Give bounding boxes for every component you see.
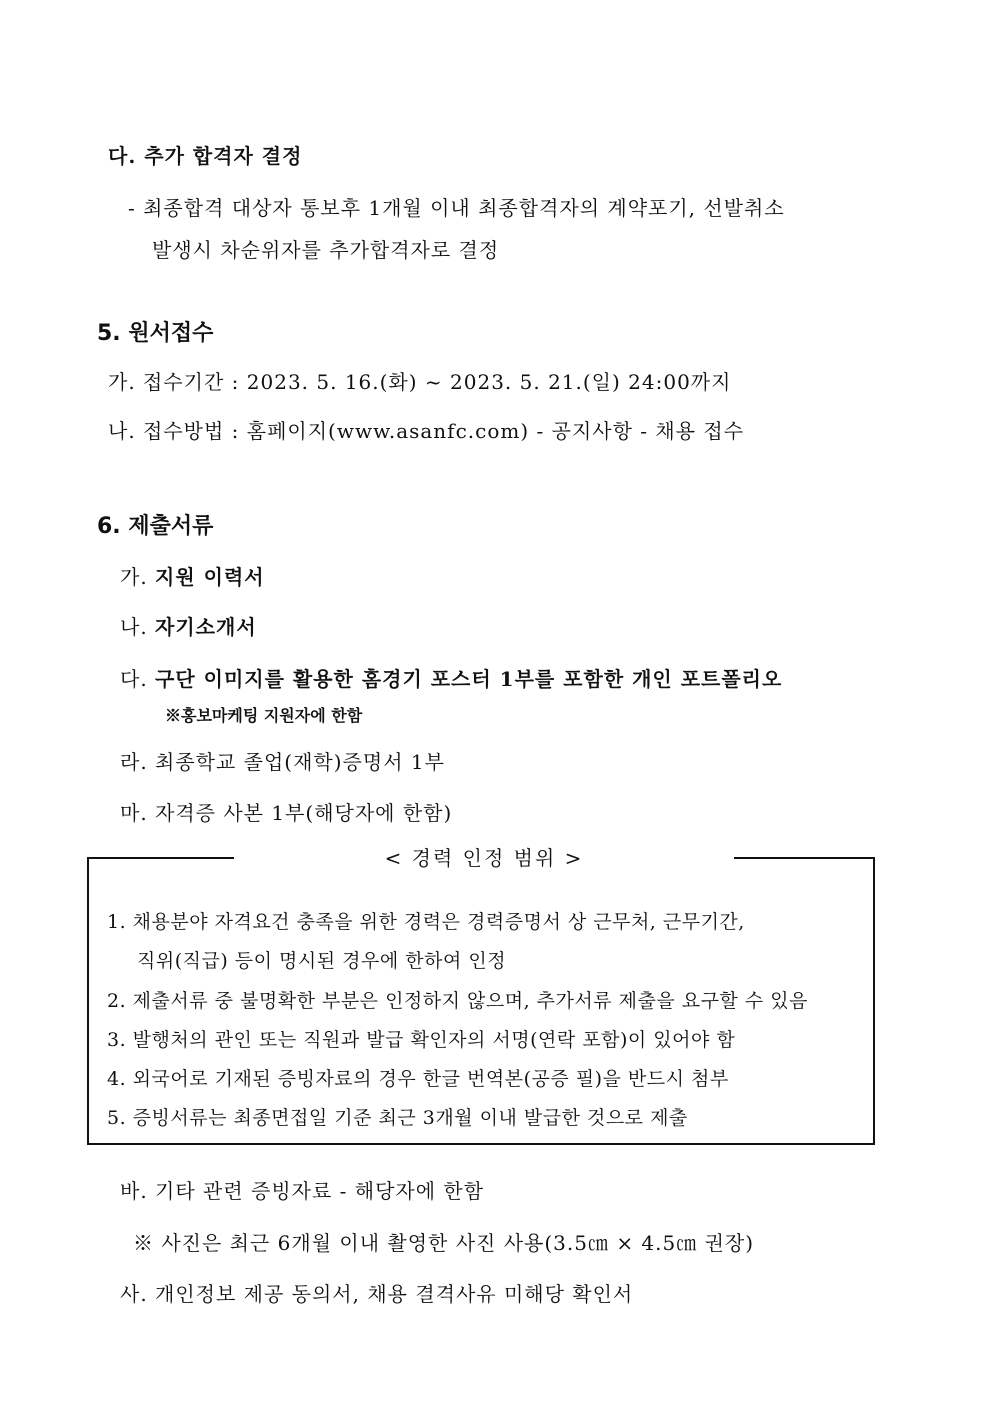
career-recognition-box [87, 846, 875, 1145]
section5-heading: 5. 원서접수 [97, 321, 214, 346]
section-d-line1: - 최종합격 대상자 통보후 1개월 이내 최종합격자의 계약포기, 선발취소 [128, 196, 785, 220]
box-item-5: 5. 증빙서류는 최종면접일 기준 최근 3개월 이내 발급한 것으로 제출 [107, 1107, 688, 1129]
item-text: 구단 이미지를 활용한 홈경기 포스터 1부를 포함한 개인 포트폴리오 [155, 667, 783, 691]
section5-item-b: 나. 접수방법 : 홈페이지(www.asanfc.com) - 공지사항 - 채용 접수 [108, 419, 745, 443]
box-title: < 경력 인정 범위 > [234, 843, 734, 873]
section5-item-a: 가. 접수기간 : 2023. 5. 16.(화) ~ 2023. 5. 21.(일) 24:00까지 [108, 370, 732, 394]
section6-item-a [120, 561, 265, 590]
item-text: 자기소개서 [155, 615, 257, 639]
section6-item-e: 마. 자격증 사본 1부(해당자에 한함) [120, 801, 453, 825]
section6-item-c-note: ※홍보마케팅 지원자에 한함 [165, 706, 363, 725]
section-d-heading: 다. 추가 합격자 결정 [108, 144, 303, 168]
item-prefix: 나. [120, 615, 148, 639]
photo-note: ※ 사진은 최근 6개월 이내 촬영한 사진 사용(3.5㎝ × 4.5㎝ 권장) [133, 1231, 755, 1255]
item-prefix: 다. [120, 667, 148, 691]
box-item-1-line2: 직위(직급) 등이 명시된 경우에 한하여 인정 [137, 950, 507, 972]
section6-heading: 6. 제출서류 [97, 514, 214, 539]
section6-item-f: 바. 기타 관련 증빙자료 - 해당자에 한함 [120, 1179, 485, 1203]
section6-item-b [120, 611, 257, 640]
item-prefix: 가. [120, 565, 148, 589]
section6-item-c [120, 663, 782, 692]
box-item-4: 4. 외국어로 기재된 증빙자료의 경우 한글 번역본(공증 필)을 반드시 첨부 [107, 1068, 729, 1090]
item-text: 지원 이력서 [155, 565, 265, 589]
section6-item-g: 사. 개인정보 제공 동의서, 채용 결격사유 미해당 확인서 [120, 1282, 634, 1306]
box-item-3: 3. 발행처의 관인 또는 직원과 발급 확인자의 서명(연락 포함)이 있어야 함 [107, 1029, 736, 1051]
section-d-line2: 발생시 차순위자를 추가합격자로 결정 [152, 238, 500, 262]
box-item-2: 2. 제출서류 중 불명확한 부분은 인정하지 않으며, 추가서류 제출을 요구할 수 있음 [107, 990, 808, 1012]
section6-item-d: 라. 최종학교 졸업(재학)증명서 1부 [120, 750, 445, 774]
box-item-1-line1: 1. 채용분야 자격요건 충족을 위한 경력은 경력증명서 상 근무처, 근무기간, [107, 911, 745, 933]
